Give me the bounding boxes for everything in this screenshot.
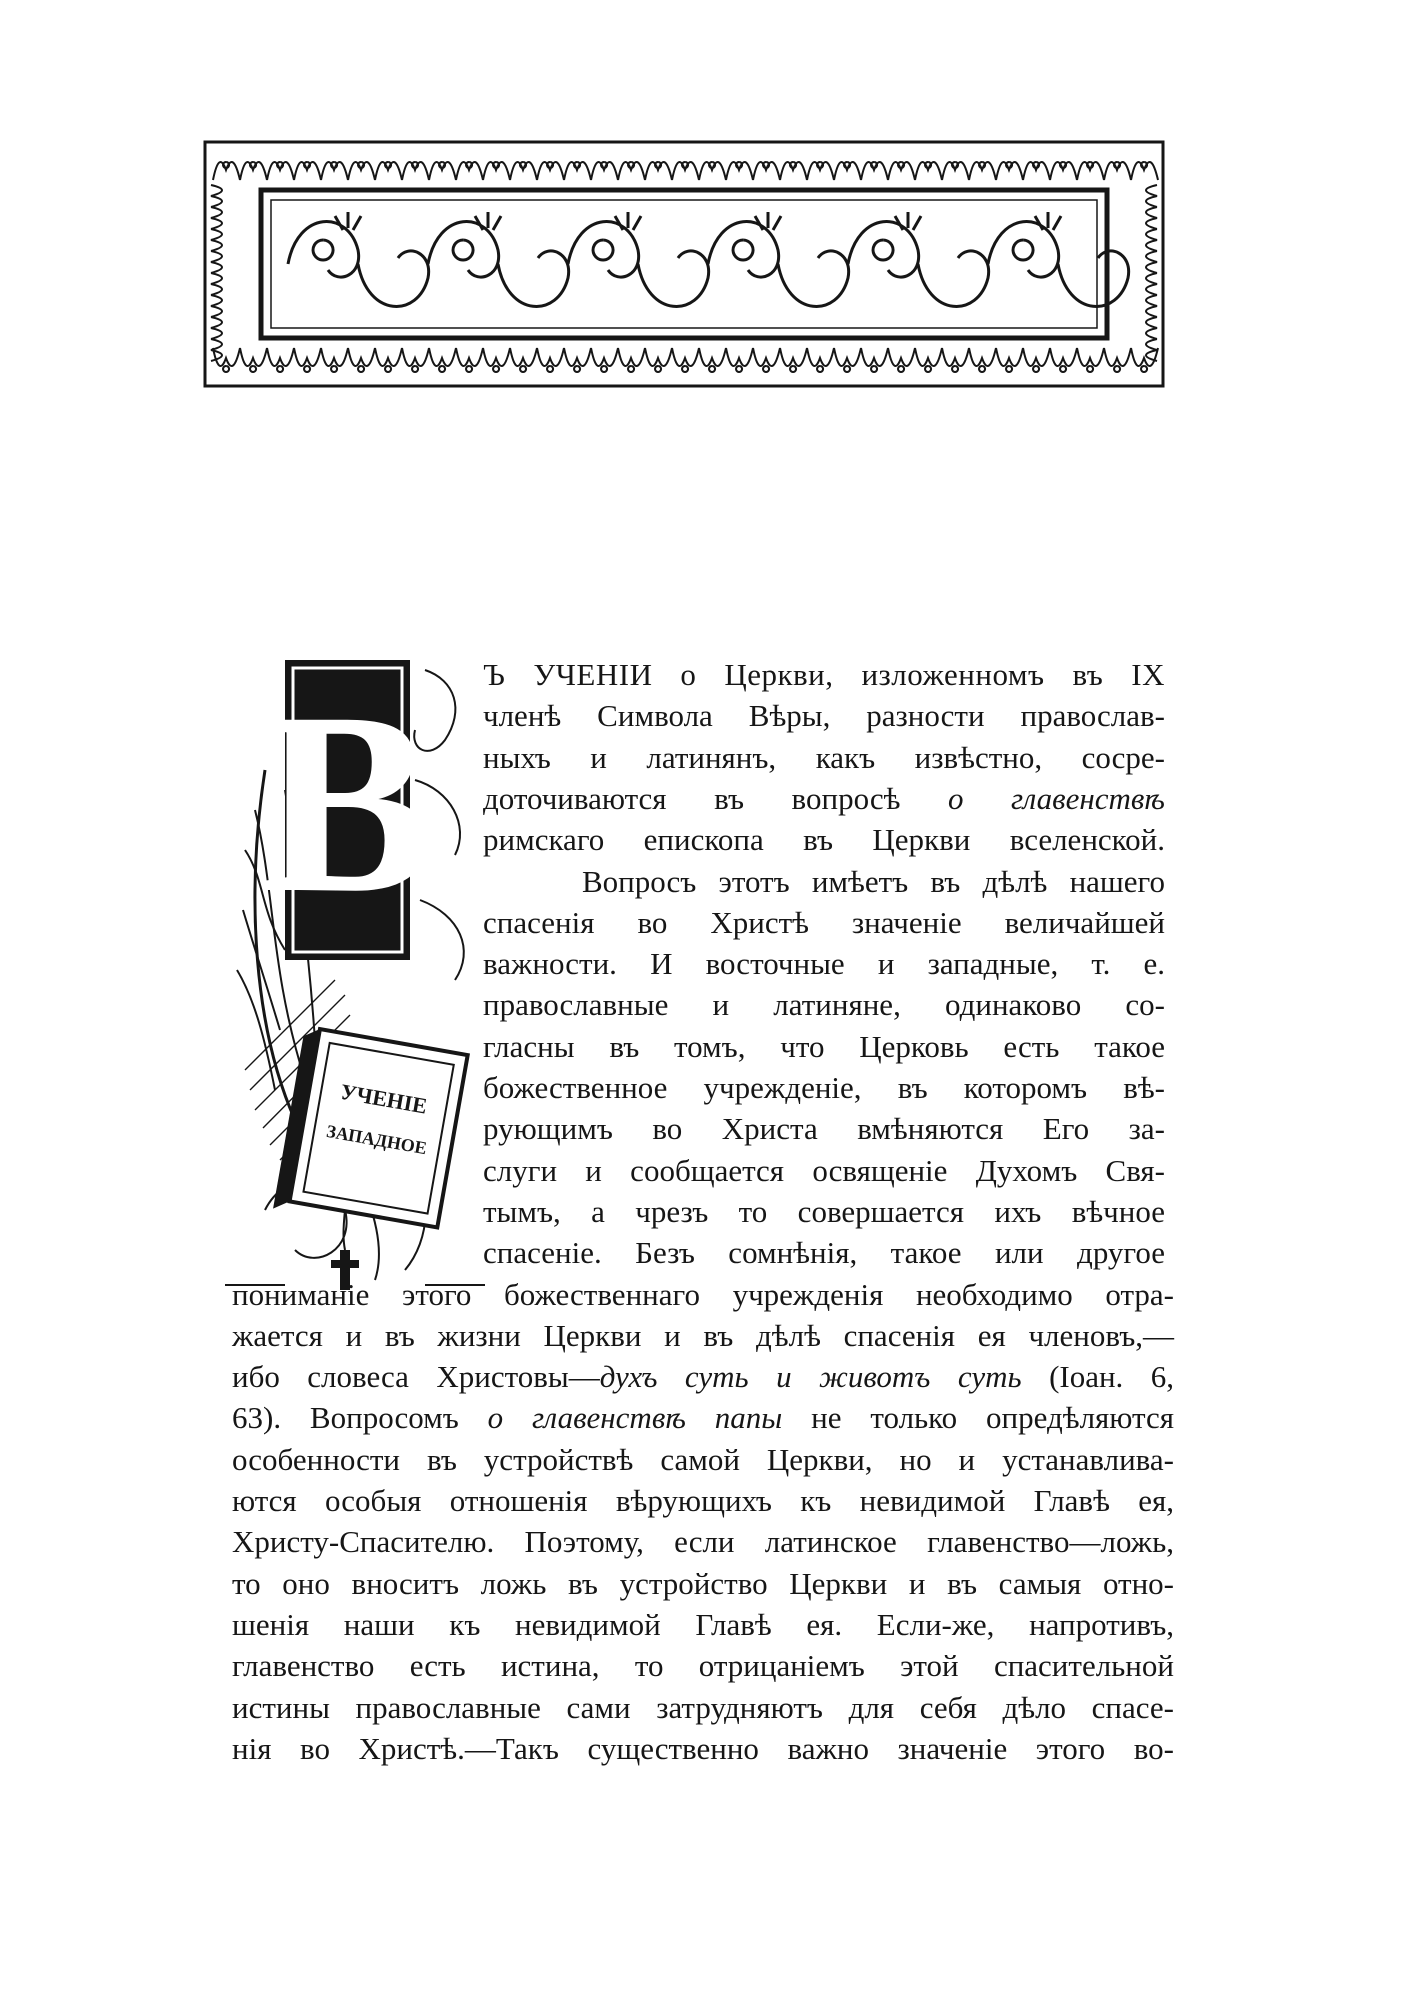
text-line xyxy=(232,1316,1174,1356)
text-fragment: членѣ Символа Вѣры, разности православ- xyxy=(483,698,1165,734)
text-line xyxy=(232,1481,1174,1521)
text-fragment: Вопросъ этотъ имѣетъ въ дѣлѣ нашего xyxy=(582,863,1165,899)
text-fragment: истины православные сами затрудняютъ для себя дѣло спасе- xyxy=(232,1689,1174,1725)
text-line xyxy=(483,820,1165,860)
text-fragment: православные и латиняне, одинаково со- xyxy=(483,987,1165,1023)
text-line xyxy=(232,1564,1174,1604)
drop-cap-illustration xyxy=(225,650,490,1295)
text-line xyxy=(483,903,1165,943)
text-fragment: о главенствѣ xyxy=(947,780,1165,816)
text-line xyxy=(483,1027,1165,1067)
text-fragment: Ъ УЧЕНІИ о Церкви, изложенномъ въ IX xyxy=(483,657,1165,692)
text-fragment: слуги и сообщается освященіе Духомъ Свя- xyxy=(483,1152,1165,1188)
text-fragment: тымъ, а чрезъ то совершается ихъ вѣчное xyxy=(483,1193,1165,1229)
text-fragment: не только опредѣляются xyxy=(782,1400,1174,1436)
text-fragment: 63). Вопросомъ xyxy=(232,1400,488,1436)
text-line xyxy=(232,1398,1174,1438)
text-fragment: о главенствѣ папы xyxy=(487,1400,783,1436)
text-line xyxy=(232,1605,1174,1645)
text-fragment: особенности въ устройствѣ самой Церкви, но и устанавлива- xyxy=(232,1441,1174,1477)
text-line xyxy=(483,1068,1165,1108)
text-fragment: гласны въ томъ, что Церковь есть такое xyxy=(483,1028,1165,1064)
text-line xyxy=(232,1275,1174,1315)
text-line xyxy=(483,1192,1165,1232)
text-fragment: жается и въ жизни Церкви и въ дѣлѣ спасенія ея членовъ,— xyxy=(232,1317,1174,1353)
text-line xyxy=(483,696,1165,736)
ornamental-headpiece xyxy=(203,140,1165,388)
text-fragment: духъ суть и животъ суть xyxy=(599,1359,1022,1395)
text-line xyxy=(483,1109,1165,1149)
text-fragment: пониманіе этого божественнаго учрежденія необходимо отра- xyxy=(232,1276,1174,1312)
text-fragment: Христу-Спасителю. Поэтому, если латинское главенство—ложь, xyxy=(232,1524,1174,1560)
text-line xyxy=(483,655,1165,695)
text-line xyxy=(483,1151,1165,1191)
text-line xyxy=(232,1646,1174,1686)
book-title-top: УЧЕНІЕ xyxy=(338,1078,429,1119)
text-line xyxy=(582,862,1165,902)
text-line xyxy=(232,1440,1174,1480)
text-fragment: нія во Христѣ.—Такъ существенно важно значеніе этого во- xyxy=(232,1730,1174,1766)
text-line xyxy=(232,1357,1174,1397)
initial-letter: В xyxy=(260,659,434,947)
text-line xyxy=(483,985,1165,1025)
text-line xyxy=(483,738,1165,778)
text-fragment: спасеніе. Безъ сомнѣнія, такое или другое xyxy=(483,1235,1165,1271)
text-fragment: ныхъ и латинянъ, какъ извѣстно, сосре- xyxy=(483,739,1165,775)
text-fragment: доточиваются въ вопросѣ xyxy=(483,780,948,816)
text-fragment: божественное учрежденіе, въ которомъ вѣ- xyxy=(483,1070,1165,1105)
text-line xyxy=(483,779,1165,819)
text-fragment: (Іоан. 6, xyxy=(1021,1359,1174,1395)
book-title-bottom: ЗАПАДНОЕ xyxy=(324,1120,429,1159)
text-line xyxy=(483,944,1165,984)
text-fragment: главенство есть истина, то отрицаніемъ этой спасительной xyxy=(232,1648,1174,1684)
text-line xyxy=(232,1729,1174,1769)
text-fragment: ибо словеса Христовы— xyxy=(232,1359,600,1395)
text-fragment: римскаго епископа въ Церкви вселенской. xyxy=(483,822,1165,858)
text-fragment: спасенія во Христѣ значеніе величайшей xyxy=(483,904,1165,940)
text-line xyxy=(483,1233,1165,1273)
text-fragment: важности. И восточные и западные, т. е. xyxy=(483,946,1165,982)
text-fragment: шенія наши къ невидимой Главѣ ея. Если-же, напротивъ, xyxy=(232,1606,1174,1642)
text-fragment: то оно вноситъ ложь въ устройство Церкви и въ самыя отно- xyxy=(232,1565,1174,1601)
text-fragment: ются особыя отношенія вѣрующихъ къ невидимой Главѣ ея, xyxy=(232,1483,1174,1518)
text-line xyxy=(232,1688,1174,1728)
text-fragment: рующимъ во Христа вмѣняются Его за- xyxy=(483,1111,1165,1147)
text-line xyxy=(232,1522,1174,1562)
